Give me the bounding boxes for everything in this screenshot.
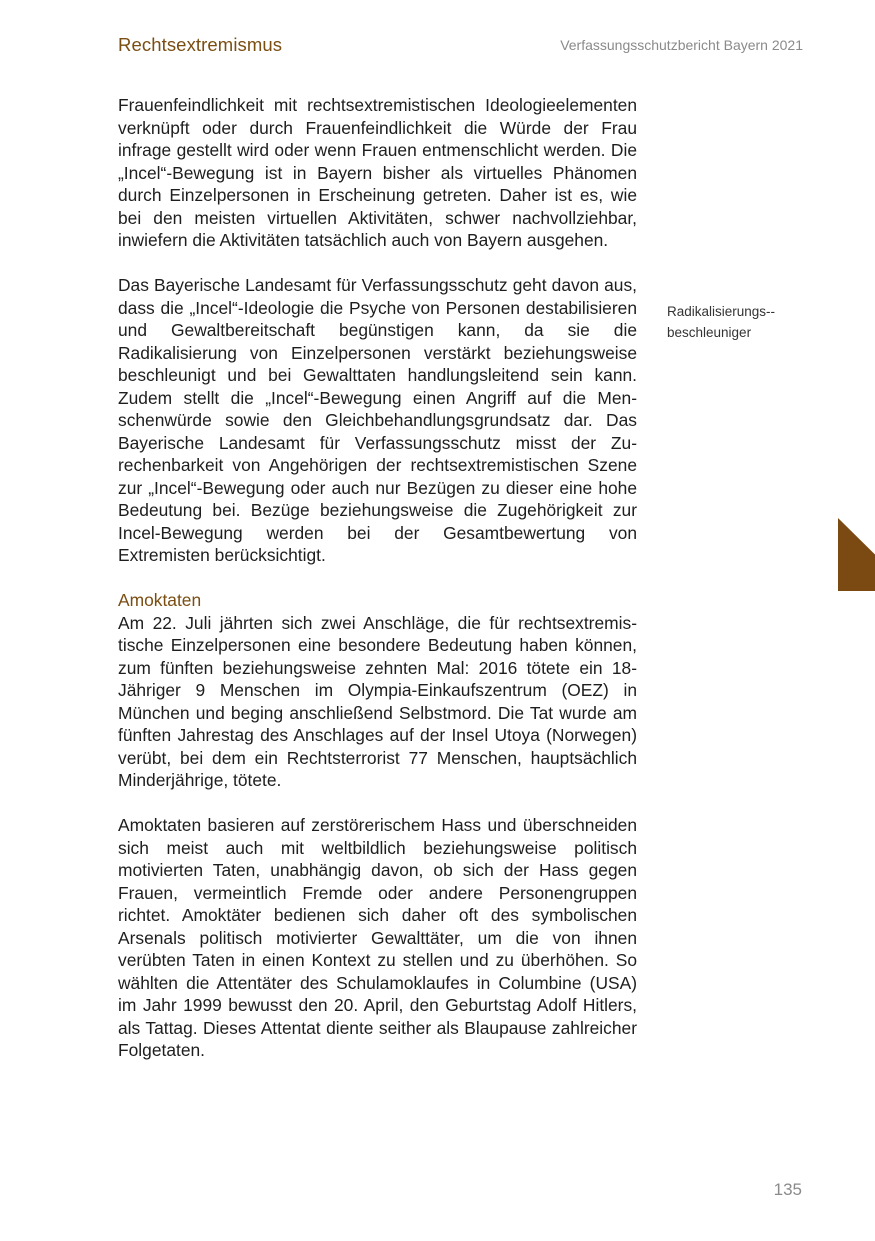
paragraph: Am 22. Juli jährten sich zwei Anschläge, die für rechtsextremistische Einzelpersonen eine besondere Bedeutung haben können, zum fünften beziehungsweise zehnten Mal: 2016 tötete ein 18-Jähriger 9 Menschen im Olympia-Einkaufszentrum (OEZ) in München und beging anschließend Selbstmord. Die Tat wurde am fünften Jahrestag des Anschlages auf der Insel Utoya (Norwegen) verübt, bei dem ein Rechtsterrorist 77 Menschen, hauptsächlich Minderjährige, tötete. [118,612,637,790]
paragraph: Amoktaten basieren auf zerstörerischem Hass und überschneiden sich meist auch mit weltbildlich beziehungsweise politisch motivierten Taten, unabhängig davon, ob sich der Hass gegen Frauen, vermeintlich Fremde oder andere Personengruppen richtet. Amoktäter bedienen sich daher oft des symbolischen Arsenals politisch motivierter Gewalttäter, um die von ihnen verübten Taten in einen Kontext zu stellen und zu überhöhen. So wählten die Attentäter des Schulamoklaufes in Columbine (USA) im Jahr 1999 bewusst den 20. April, den Geburtstag Adolf Hitlers, als Tattag. Dieses Attentat diente seither als Blaupause zahlreicher Folgetaten. [118,815,637,1060]
margin-note: Radikalisierungs-beschleuniger [667,304,776,340]
subheading: Amoktaten [118,590,202,610]
page-number: 135 [773,1180,802,1199]
chapter-tab-shape [838,518,875,591]
section-title: Rechtsextremismus [118,34,283,55]
chapter-tab-marker [838,518,875,591]
paragraph: Das Bayerische Landesamt für Verfassungsschutz geht davon aus, dass die „Incel“-Ideologie die Psyche von Personen destabilisieren und Gewaltbereitschaft begünstigen kann, da sie die Radikalisierung von Einzelpersonen verstärkt beziehungsweise beschleunigt und bei Gewalttaten handlungsleitend sein kann. Zudem stellt die „Incel“-Bewegung einen Angriff auf die Menschenwürde sowie den Gleichbehandlungsgrundsatz dar. Das Bayerische Landesamt für Verfassungsschutz misst der Zurechenbarkeit von Angehörigen der rechtsextremistischen Szene zur „Incel“-Bewegung oder auch nur Bezügen zu dieser eine hohe Bedeutung bei. Bezüge beziehungsweise die Zugehörigkeit zur Incel-Bewegung werden bei der Gesamtbewertung von Extremisten berücksichtigt. [118,275,637,565]
report-title: Verfassungsschutzbericht Bayern 2021 [560,37,803,53]
paragraph: Frauenfeindlichkeit mit rechtsextremistischen Ideologieelementen verknüpft oder durch Frauenfeindlichkeit die Würde der Frau infrage gestellt wird oder wenn Frauen entmenschlicht werden. Die „Incel“-Bewegung ist in Bayern bisher als virtuelles Phänomen durch Einzelpersonen in Erscheinung getreten. Daher ist es, wie bei den meisten virtuellen Aktivitäten, schwer nachvollziehbar, inwiefern die Aktivitäten tatsächlich auch von Bayern ausgehen. [118,95,637,250]
main-content [118,94,637,1062]
